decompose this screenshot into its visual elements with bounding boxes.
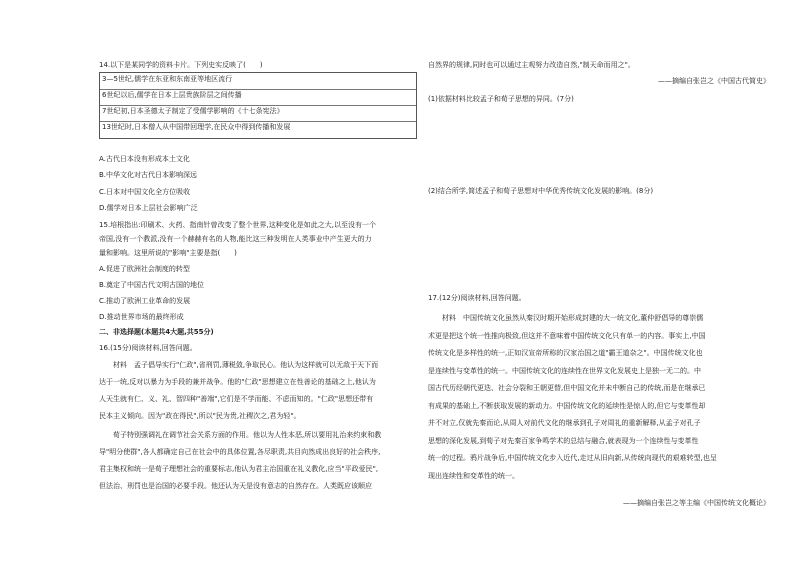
material-line: 材料 孟子倡导实行"仁政",省刑罚,薄税敛,争取民心。他认为这样就可以无敌于天下而 [113, 361, 379, 369]
table-row: 6世纪以后,儒学在日本上层贵族阶层之间传播 [102, 91, 242, 99]
option-a: A.促进了欧洲社会制度的转型 [99, 265, 190, 273]
table-row: 3—5世纪,儒学在东亚和东南亚等地区流行 [102, 75, 233, 83]
material-line: 现出连续性和变革性的统一。 [428, 472, 519, 480]
sub-question-1: (1)依据材料比较孟子和荀子思想的异同。(7分) [428, 95, 574, 103]
material-line: 思想的深化发展,到荀子对先秦百家争鸣学术的总结与融合,就表现为一个连续性与变革性 [428, 437, 699, 445]
material-line: 人天生就有仁、义、礼、智四种"善端",它们是不学而能、不虑而知的。"仁政"思想还带有 [99, 395, 374, 403]
table-row: 7世纪初,日本圣德太子制定了受儒学影响的《十七条宪法》 [102, 107, 284, 115]
option-a: A.古代日本没有形成本土文化 [99, 155, 190, 163]
question-15-line: 15.培根指出:印刷术、火药、指南针曾改变了整个世界,这种变化是如此之大,以至没有一个 [99, 221, 376, 229]
material-continuation: 自然界的规律,同时也可以通过主观努力改造自然,"制天命而用之"。 [428, 61, 635, 69]
material-line: 君主集权和统一是荀子理想社会的重要标志,他认为君主治国重在礼义教化,应当"平政爱民", [99, 465, 379, 473]
table-divider [100, 89, 416, 90]
material-line: 国古代历经朝代更迭、社会分裂和王朝更替,但中国文化并未中断自己的传统,而是在继承已 [428, 384, 706, 392]
question-17-title: 17.(12分)阅读材料,回答问题。 [428, 294, 526, 302]
material-line: 导"明分使群",各人都确定自己在社会中的具体位置,各尽职责,共目向然成出良好的社会秩序, [99, 448, 381, 456]
material-line: 统一的过程。鸦片战争后,中国传统文化步入近代,走过从旧向新,从传统向现代的艰难转型,也呈 [428, 454, 717, 462]
info-card-table [99, 72, 417, 139]
material-line: 术更是把这个统一性推向极致,但这并不意味着中国传统文化只有单一的内容。事实上,中国 [428, 332, 706, 340]
material-line: 并不对立,仅就先秦而论,从周人对前代文化的继承到孔子对周礼的重新解释,从孟子对孔子 [428, 419, 701, 427]
material-line: 传统文化是多样性的统一,正如汉宣帝所称的汉家治国之道"霸王道杂之"。中国传统文化也 [428, 349, 703, 357]
option-c: C.日本对中国文化全方位吸收 [99, 188, 191, 196]
table-divider [100, 105, 416, 106]
option-d: D.儒学对日本上层社会影响广泛 [99, 204, 198, 212]
material-line: 材料 中国传统文化虽然从秦汉时期开始形成封建的大一统文化,董仲舒倡导的尊崇儒 [442, 314, 704, 322]
material-line: 达于一统,反对以暴力为手段的兼并战争。他的"仁政"思想建立在性善论的基础之上,他认为 [99, 378, 376, 386]
option-c: C.推动了欧洲工业革命的发展 [99, 297, 191, 305]
material-line: 但法治、刑罚也是治国的必要手段。他还认为天是没有意志的自然存在。人类既应该顺应 [99, 482, 372, 490]
source-citation: ——摘编自张岂之《中国古代简史》 [658, 77, 770, 85]
option-d: D.推动世界市场的最终形成 [99, 313, 184, 321]
material-line: 荀子特别强调礼在调节社会关系方面的作用。他以为人性本恶,所以要用礼治来约束和教 [113, 431, 382, 439]
question-16-title: 16.(15分)阅读材料,回答问题。 [99, 344, 197, 352]
material-line: 是连续性与变革性的统一。中国传统文化的连续性在世界文化发展史上是独一无二的。中 [428, 367, 701, 375]
question-15-line: 量和影响。这里所说的"影响"主要是指( ) [99, 249, 237, 257]
table-divider [100, 121, 416, 122]
section-heading: 二、非选择题(本题共4大题,共55分) [99, 328, 214, 336]
question-14-stem: 14.以下是某同学的资料卡片。下列史实反映了( ) [99, 61, 263, 69]
material-line: 有成果的基础上,不断获取发展的新动力。中国传统文化的延续性是惊人的,但它与变革性却 [428, 402, 706, 410]
option-b: B.奠定了中国古代文明古国的地位 [99, 281, 205, 289]
material-line: 民本主义倾向。因为"政在得民",所以"民为贵,社稷次之,君为轻"。 [99, 412, 301, 420]
question-15-line: 帝国,没有一个教派,没有一个赫赫有名的人物,能比这三种发明在人类事业中产生更大的力 [99, 235, 372, 243]
sub-question-2: (2)结合所学,简述孟子和荀子思想对中华优秀传统文化发展的影响。(8分) [428, 187, 654, 195]
table-row: 13世纪时,日本僧人从中国带回理学,在民众中得到传播和发展 [102, 123, 291, 131]
option-b: B.中华文化对古代日本影响深远 [99, 171, 198, 179]
source-citation: ——摘编自张岂之等主编《中国传统文化概论》 [623, 499, 770, 507]
